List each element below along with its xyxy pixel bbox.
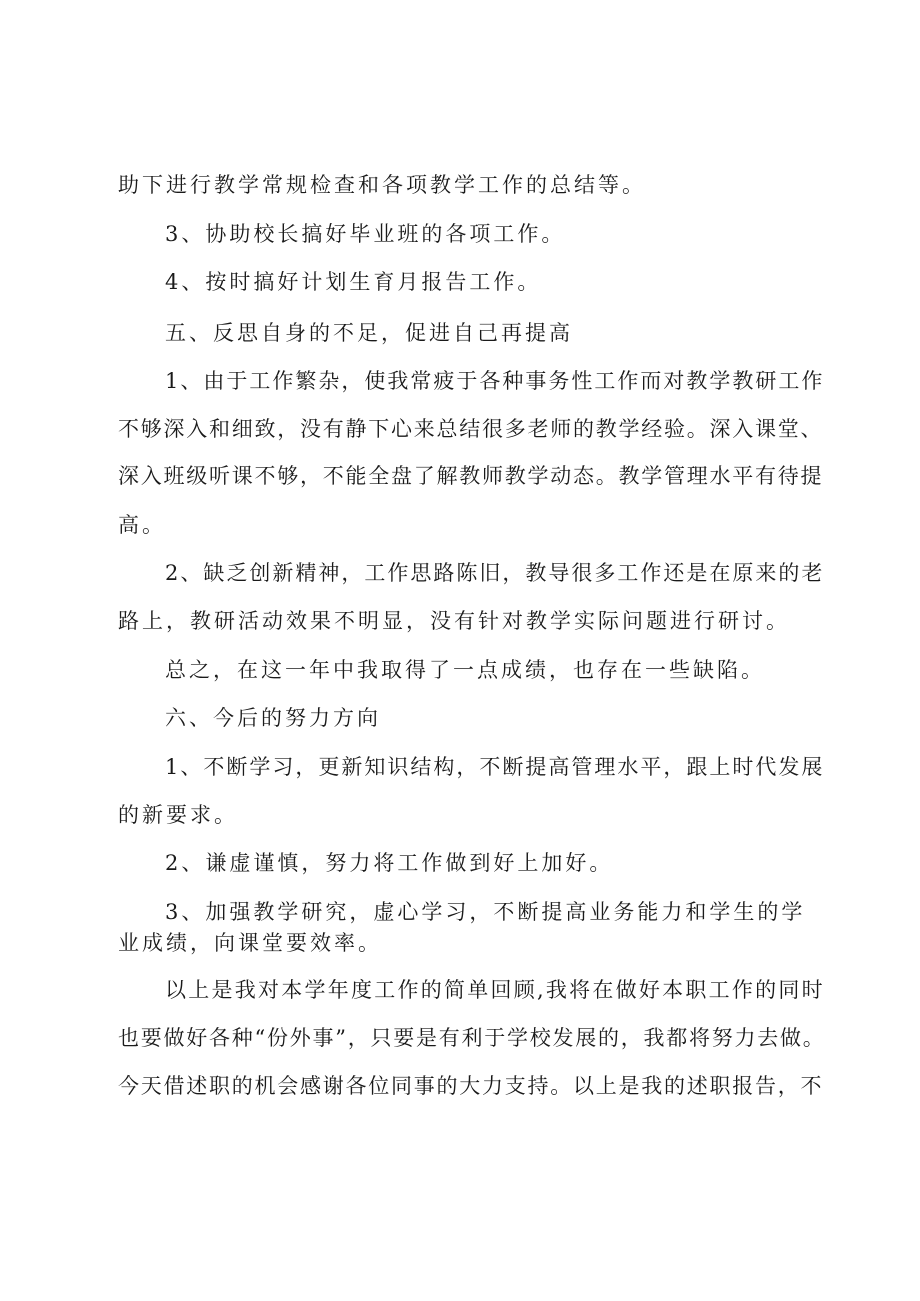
section-heading: 五、反思自身的不足，促进自己再提高: [165, 321, 573, 345]
text-line: 业成绩，向课堂要效率。: [118, 931, 382, 955]
text-line: 2、谦虚谨慎，努力将工作做到好上加好。: [165, 851, 614, 875]
text-line: 2、缺乏创新精神，工作思路陈旧，教导很多工作还是在原来的老: [165, 561, 825, 585]
text-line: 不够深入和细致，没有静下心来总结很多老师的教学经验。深入课堂、: [118, 417, 824, 441]
text-line: 3、加强教学研究，虚心学习，不断提高业务能力和学生的学: [165, 900, 806, 924]
section-heading: 六、今后的努力方向: [165, 706, 381, 730]
text-line: 总之，在这一年中我取得了一点成绩，也存在一些缺陷。: [165, 658, 765, 682]
text-line: 的新要求。: [118, 803, 238, 827]
text-line: 助下进行教学常规检查和各项教学工作的总结等。: [118, 173, 646, 197]
text-line: 3、协助校长搞好毕业班的各项工作。: [165, 222, 566, 246]
text-line: 1、由于工作繁杂，使我常疲于各种事务性工作而对教学教研工作: [165, 369, 825, 393]
text-line: 路上，教研活动效果不明显，没有针对教学实际问题进行研讨。: [118, 609, 790, 633]
text-line: 4、按时搞好计划生育月报告工作。: [165, 270, 542, 294]
text-line: 也要做好各种“份外事”，只要是有利于学校发展的，我都将努力去做。: [118, 1026, 826, 1050]
text-line: 1、不断学习，更新知识结构，不断提高管理水平，跟上时代发展: [165, 755, 825, 779]
text-line: 深入班级听课不够，不能全盘了解教师教学动态。教学管理水平有待提: [118, 464, 824, 488]
text-line: 以上是我对本学年度工作的简单回顾,我将在做好本职工作的同时: [165, 978, 825, 1002]
text-line: 今天借述职的机会感谢各位同事的大力支持。以上是我的述职报告，不: [118, 1074, 824, 1098]
text-line: 高。: [118, 513, 166, 537]
